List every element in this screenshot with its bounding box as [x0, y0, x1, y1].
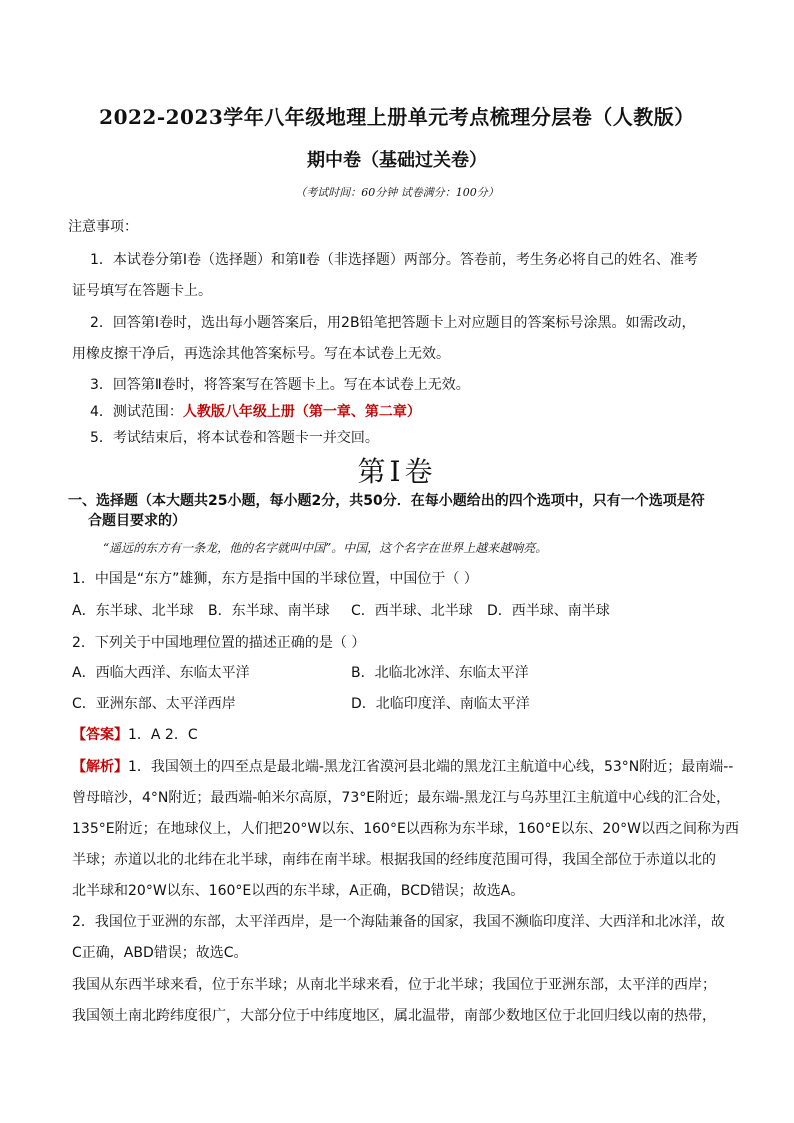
analysis-line-2: 曾母暗沙，4°N附近；最西端-帕米尔高原，73°E附近；最东端-黑龙江与乌苏里江主航道中心线的汇合处， [72, 790, 731, 806]
analysis-line-5: 北半球和20°W以东、160°E以西的东半球，A正确，BCD错误；故选A。 [72, 883, 525, 899]
notice-item-3: 3．回答第Ⅱ卷时，将答案写在答题卡上。写在本试卷上无效。 [90, 377, 470, 393]
question-2-option-b: B．北临北冰洋、东临太平洋 [351, 665, 529, 681]
answer-line [72, 724, 198, 744]
question-1-option-c: C．西半球、北半球 [351, 603, 473, 619]
question-1: 1．中国是“东方”雄狮，东方是指中国的半球位置，中国位于（ ） [72, 571, 478, 587]
analysis-line-3: 135°E附近；在地球仪上，人们把20°W以东、160°E以西称为东半球，160°E以东、20°W以西之间称为西 [72, 821, 740, 837]
page-subtitle: 期中卷（基础过关卷） [307, 150, 487, 171]
test-range: 人教版八年级上册（第一章、第二章） [182, 404, 421, 420]
analysis-line-8: 我国从东西半球来看，位于东半球；从南北半球来看，位于北半球；我国位于亚洲东部，太平洋的西岸； [72, 977, 716, 993]
analysis-line-9: 我国领土南北跨纬度很广，大部分位于中纬度地区，属北温带，南部少数地区位于北回归线以南的热带， [72, 1008, 716, 1024]
question-1-option-d: D．西半球、南半球 [487, 603, 610, 619]
question-2-option-a: A．西临大西洋、东临太平洋 [72, 665, 250, 681]
section-heading-line-2: 合题目要求的） [88, 513, 186, 529]
analysis-line-1: 【解析】1．我国领土的四至点是最北端-黑龙江省漠河县北端的黑龙江主航道中心线，53°N附近；最南端-- [72, 759, 734, 775]
analysis-line-7: C正确，ABD错误；故选C。 [72, 945, 248, 961]
notice-item-4 [90, 401, 421, 421]
answer-value: 1．A 2．C [128, 727, 198, 743]
notice-item-1-line-2: 证号填写在答题卡上。 [72, 283, 212, 299]
question-2-option-c: C．亚洲东部、太平洋西岸 [72, 696, 236, 712]
exam-info: （考试时间：60分钟 试卷满分：100分） [295, 186, 499, 199]
question-1-option-a: A．东半球、北半球 [72, 603, 194, 619]
section-heading-line-1: 一、选择题（本大题共25小题，每小题2分，共50分．在每小题给出的四个选项中，只有一个选项是符 [68, 493, 705, 509]
notice-item-4-prefix: 4．测试范围： [90, 404, 183, 420]
analysis-label: 【解析】 [72, 759, 128, 775]
notice-item-1-line-1: 1．本试卷分第Ⅰ卷（选择题）和第Ⅱ卷（非选择题）两部分。答卷前，考生务必将自己的姓名、准考 [90, 252, 698, 268]
analysis-line-4: 半球；赤道以北的北纬在北半球，南纬在南半球。根据我国的经纬度范围可得，我国全部位于赤道以北的 [72, 852, 716, 868]
notice-item-5: 5．考试结束后，将本试卷和答题卡一并交回。 [90, 430, 379, 446]
question-2-option-d: D．北临印度洋、南临太平洋 [351, 696, 530, 712]
volume-heading: 第Ⅰ卷 [357, 455, 437, 488]
question-1-option-b: B．东半球、南半球 [208, 603, 330, 619]
analysis-line-6: 2．我国位于亚洲的东部，太平洋西岸，是一个海陆兼备的国家，我国不濒临印度洋、大西洋和北冰洋，故 [72, 914, 725, 930]
notice-heading: 注意事项： [68, 219, 138, 235]
intro-quote: “遥远的东方有一条龙，他的名字就叫中国”。中国，这个名字在世界上越来越响亮。 [103, 541, 548, 555]
notice-item-2-line-1: 2．回答第Ⅰ卷时，选出每小题答案后，用2B铅笔把答题卡上对应题目的答案标号涂黑。如需改动， [90, 315, 696, 331]
question-2: 2．下列关于中国地理位置的描述正确的是（ ） [72, 635, 366, 651]
notice-item-2-line-2: 用橡皮擦干净后，再选涂其他答案标号。写在本试卷上无效。 [72, 346, 450, 362]
answer-label: 【答案】 [72, 727, 128, 743]
page-title: 2022-2023学年八年级地理上册单元考点梳理分层卷（人教版） [99, 105, 695, 129]
